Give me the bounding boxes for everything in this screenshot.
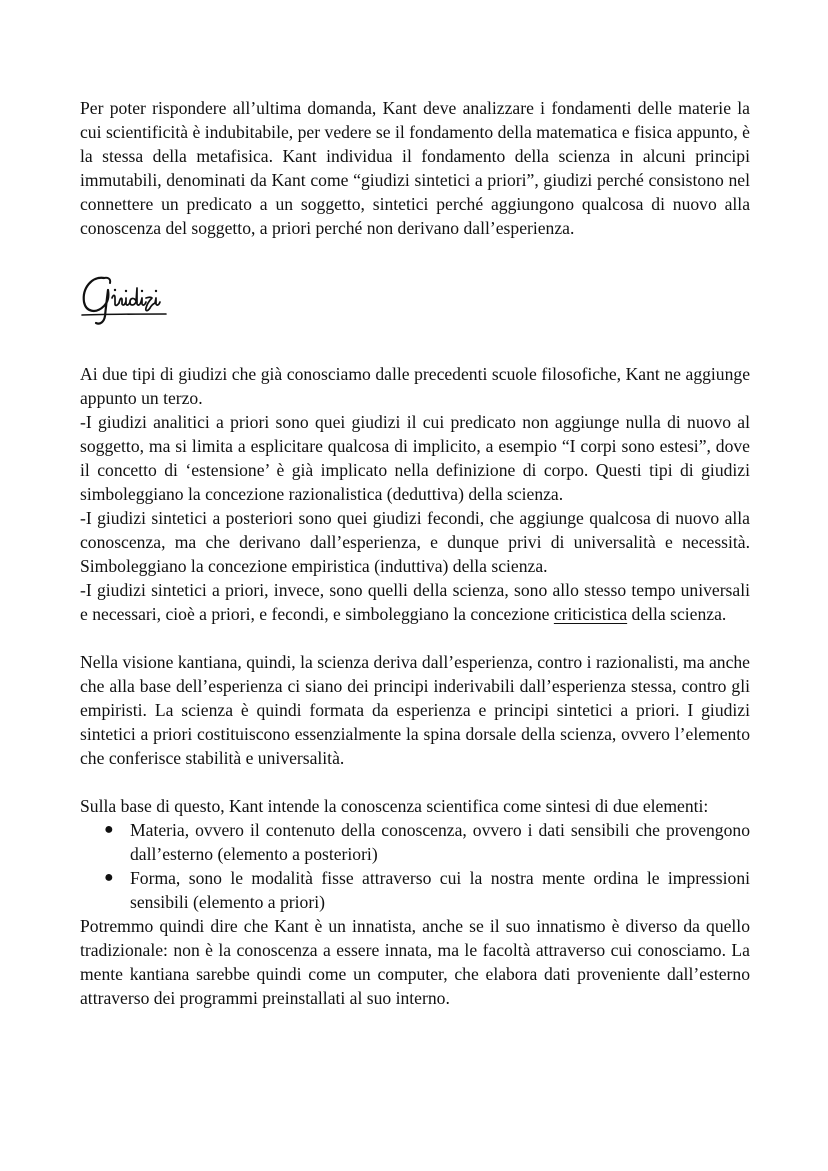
criticistica-underlined: criticistica [553,604,628,624]
intro-paragraph: Per poter rispondere all’ultima domanda, Kant deve analizzare i fondamenti delle materie la cui scientificità è indubitabile, per vedere se il fondamento della matematica e fisica appunto, è la stessa della metafisica. Kant individua il fondamento della scienza in alcuni principi immutabili, denominati da Kant come “giudizi sintetici a priori”, giudizi perché consistono nel connettere un predicato a un soggetto, sintetici perché aggiungono qualcosa di nuovo alla conoscenza del soggetto, a priori perché non derivano dall’esperienza. [80,98,750,238]
giudizi-sintetici-priori-end: della scienza. [627,604,727,624]
list-item-text: Forma, sono le modalità fisse attraverso cui la nostra mente ordina le impressioni sensibili (elemento a priori) [130,868,750,912]
giudizi-sintetici-posteriori: -I giudizi sintetici a posteriori sono quei giudizi fecondi, che aggiunge qualcosa di nuovo alla conoscenza, ma che derivano dall’esperienza, e dunque privi di universalità e necessità. Simboleggiano la concezione empiristica (induttiva) della scienza. [80,508,750,576]
giudizi-analitici: -I giudizi analitici a priori sono quei giudizi il cui predicato non aggiunge nulla di nuovo al soggetto, ma si limita a esplicitare qualcosa di implicito, a esempio “I corpi sono estesi”, dove il concetto di ‘estensione’ è già implicato nella definizione di corpo. Questi tipi di giudizi simboleggiano la concezione razionalistica (deduttiva) della scienza. [80,412,750,504]
sintesi-intro: Sulla base di questo, Kant intende la conoscenza scientifica come sintesi di due elementi: [80,796,709,816]
list-item-materia [104,818,750,866]
handwritten-heading-giudizi [78,268,188,326]
bullet-icon: ● [104,869,114,886]
giudizi-sintetici-priori-text: -I giudizi sintetici a priori, invece, sono quelli della scienza, sono allo stesso tempo universali e necessari, cioè a priori, e fecondi, e simboleggiano la concezione [80,580,750,624]
list-item-forma [104,866,750,914]
elementi-list [80,818,750,914]
section-heading-giudizi [80,268,750,328]
giudizi-intro: Ai due tipi di giudizi che già conosciamo dalle precedenti scuole filosofiche, Kant ne aggiunge appunto un terzo. [80,364,750,408]
list-item-text: Materia, ovvero il contenuto della conoscenza, ovvero i dati sensibili che provengono dall’esterno (elemento a posteriori) [130,820,750,864]
giudizi-sintetici-priori [80,578,750,626]
visione-kantiana-paragraph: Nella visione kantiana, quindi, la scienza deriva dall’esperienza, contro i razionalisti, ma anche che alla base dell’esperienza ci siano dei principi inderivabili dall’esperienza stessa, contro gli empiristi. La scienza è quindi formata da esperienza e principi sintetici a priori. I giudizi sintetici a priori costituiscono essenzialmente la spina dorsale della scienza, ovvero l’elemento che conferisce stabilità e universalità. [80,652,750,768]
bullet-icon: ● [104,821,114,838]
conclusion-paragraph: Potremmo quindi dire che Kant è un innatista, anche se il suo innatismo è diverso da quello tradizionale: non è la conoscenza a essere innata, ma le facoltà attraverso cui conosciamo. La mente kantiana sarebbe quindi come un computer, che elabora dati proveniente dall’esterno attraverso dei programmi preinstallati al suo interno. [80,916,750,1008]
document-page [80,96,750,1010]
